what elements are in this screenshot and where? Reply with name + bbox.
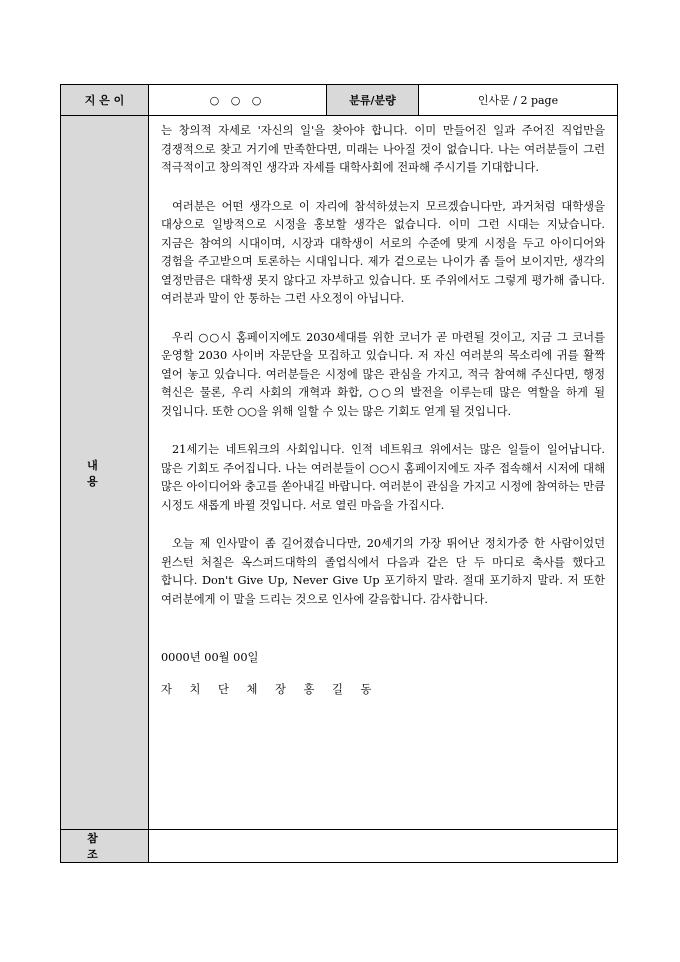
reference-value bbox=[149, 830, 618, 863]
content-label: 내 용 bbox=[61, 116, 149, 830]
paragraph-1: 는 창의적 자세로 '자신의 일'을 찾아야 합니다. 이미 만들어진 일과 주어진 직업만을 경쟁적으로 찾고 거기에 만족한다면, 미래는 나아질 것이 없습니다. 나는 여러분들이 그런 적극적이고 창의적인 생각과 자세를 대학사회에 전파해 주시기를 기대합니다. bbox=[161, 124, 605, 174]
header-row bbox=[61, 85, 618, 116]
signature-line: 자 치 단 체 장 홍 길 동 bbox=[161, 683, 379, 696]
reference-row bbox=[61, 830, 618, 863]
date-line: 0000년 00월 00일 bbox=[161, 651, 259, 664]
paragraph-4: 21세기는 네트워크의 사회입니다. 인적 네트워크 위에서는 많은 일들이 일어납니다. 많은 기회도 주어집니다. 나는 여러분들이 ○○시 홈페이지에도 자주 접속해서 시저에 대해 많은 아이디어와 충고를 쏟아내길 바랍니다. 여러분이 관심을 가지고 시정에 참여하는 만큼 시정도 새롭게 바뀔 것입니다. 서로 열린 마음을 가집시다. bbox=[161, 443, 605, 512]
category-value: 인사문 / 2 page bbox=[419, 85, 618, 116]
category-label: 분류/분량 bbox=[327, 85, 419, 116]
paragraph-3: 우리 ○○시 홈페이지에도 2030세대를 위한 코너가 곧 마련될 것이고, 지금 그 코너를 운영할 2030 사이버 자문단을 모집하고 있습니다. 저 자신 여러분의 목소리에 귀를 활짝 열어 놓고 있습니다. 여러분들은 시정에 많은 관심을 가지고, 적극 참여해 주신다면, 행정 혁신은 물론, 우리 사회의 개혁과 화합, ○○의 발전을 이루는데 많은 역할을 하게 될 것입니다. 또한 ○○을 위해 일할 수 있는 많은 기회도 얻게 될 것입니다. bbox=[161, 330, 605, 418]
author-value: ○ ○ ○ bbox=[149, 85, 327, 116]
paragraph-2: 여러분은 어떤 생각으로 이 자리에 참석하셨는지 모르겠습니다만, 과거처럼 대학생을 대상으로 일방적으로 시정을 홍보할 생각은 없습니다. 이미 그런 시대는 지났습니다. 지금은 참여의 시대이며, 시장과 대학생이 서로의 수준에 맞게 시정을 두고 아이디어와 경험을 주고받으며 토론하는 시대입니다. 제가 겉으로는 나이가 좀 들어 보이지만, 생각의 열정만큼은 대학생 못지 않다고 자부하고 있습니다. 또 주위에서도 그렇게 평가해 줍니다. 여러분과 말이 안 통하는 그런 사오정이 아닙니다. bbox=[161, 199, 605, 305]
content-body bbox=[149, 116, 618, 830]
document-table bbox=[60, 84, 618, 863]
paragraph-5: 오늘 제 인사말이 좀 길어졌습니다만, 20세기의 가장 뛰어난 정치가중 한 사람이었던 윈스턴 처칠은 옥스퍼드대학의 졸업식에서 다음과 같은 단 두 마디로 축사를 했다고 합니다. Don't Give Up, Never Give Up 포기하지 말라. 절대 포기하지 말라. 저 또한 여러분에게 이 말을 드리는 것으로 인사에 갈음합니다. 감사합니다. bbox=[161, 537, 605, 606]
content-row bbox=[61, 116, 618, 830]
author-label: 지 은 이 bbox=[61, 85, 149, 116]
reference-label: 참 조 bbox=[61, 830, 149, 863]
